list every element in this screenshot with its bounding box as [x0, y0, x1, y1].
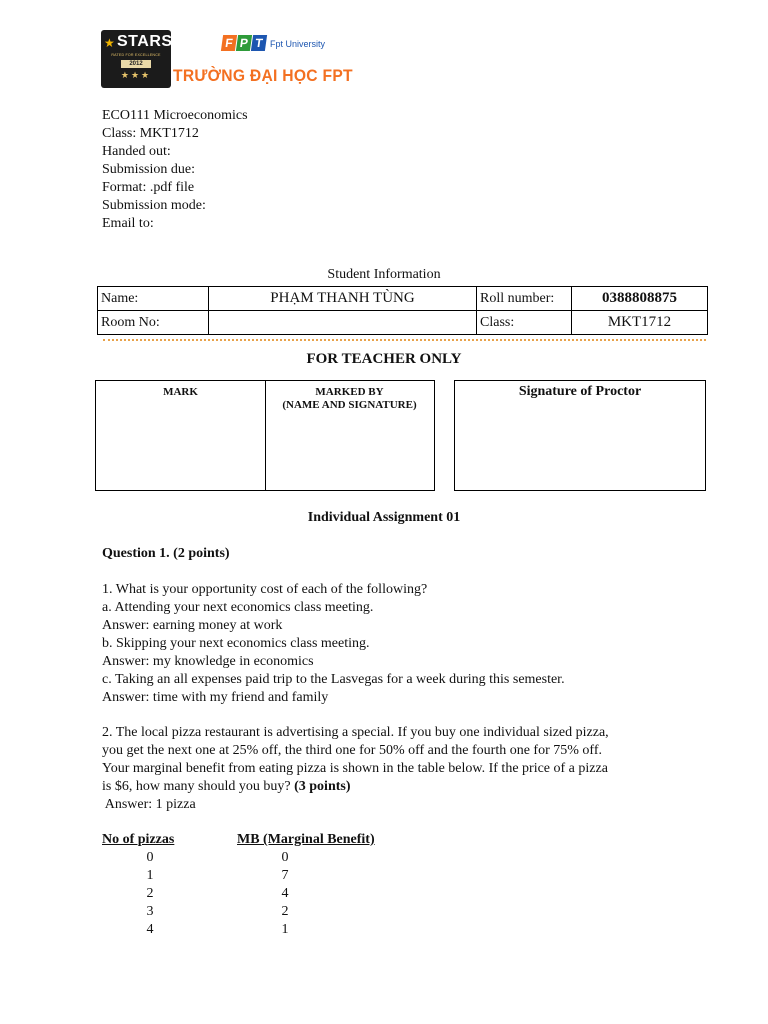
class-label: Class:	[477, 311, 572, 335]
stars-logo-year: 2012	[121, 60, 151, 68]
stars-logo-rating: ★★★	[120, 70, 152, 80]
q2-last-line	[102, 778, 351, 796]
course-name: ECO111 Microeconomics	[102, 108, 248, 123]
student-info-table	[97, 286, 708, 335]
q1-line: Answer: time with my friend and family	[102, 690, 329, 705]
table-cell-mb: 4	[281, 886, 289, 901]
submission-due-line: Submission due:	[102, 162, 195, 177]
star-icon: ★	[104, 36, 115, 50]
name-value: PHẠM THANH TÙNG	[209, 287, 477, 311]
signature-label: Signature of Proctor	[518, 384, 642, 399]
school-name: TRƯỜNG ĐẠI HỌC FPT	[173, 66, 353, 85]
q2-last-line-text: is $6, how many should you buy?	[102, 779, 295, 794]
submission-mode-line: Submission mode:	[102, 198, 206, 213]
fpt-letter-p: P	[236, 35, 252, 51]
roll-number-value: 0388808875	[572, 287, 708, 311]
mark-label: MARK	[163, 386, 198, 398]
marked-by-line2: (NAME AND SIGNATURE)	[282, 399, 417, 411]
dotted-divider	[103, 339, 706, 343]
table-cell-pizzas: 1	[146, 868, 154, 883]
signature-box	[454, 380, 706, 491]
table-cell-pizzas: 0	[146, 850, 154, 865]
q2-line: you get the next one at 25% off, the third one for 50% off and the fourth one for 75% off.	[102, 743, 602, 758]
q1-line: a. Attending your next economics class meeting.	[102, 600, 374, 615]
table-cell-pizzas: 2	[146, 886, 154, 901]
roll-number-label: Roll number:	[477, 287, 572, 311]
table-cell-mb: 1	[281, 922, 289, 937]
q1-line: Answer: earning money at work	[102, 618, 283, 633]
table-cell-mb: 0	[281, 850, 289, 865]
fpt-logo-mark	[222, 34, 267, 54]
fpt-letter-f: F	[221, 35, 237, 51]
room-value	[209, 311, 477, 335]
for-teacher-only-heading: FOR TEACHER ONLY	[306, 351, 462, 367]
assignment-title: Individual Assignment 01	[307, 510, 461, 525]
table-cell-mb: 2	[281, 904, 289, 919]
email-to-line: Email to:	[102, 216, 154, 231]
q1-line: 1. What is your opportunity cost of each of the following?	[102, 582, 428, 597]
col-header-pizzas: No of pizzas	[102, 832, 175, 847]
question-1-heading: Question 1. (2 points)	[102, 546, 230, 561]
table-cell-pizzas: 3	[146, 904, 154, 919]
student-information-title: Student Information	[327, 267, 441, 282]
q1-line: c. Taking an all expenses paid trip to the Lasvegas for a week during this semester.	[102, 672, 565, 687]
table-cell-pizzas: 4	[146, 922, 154, 937]
stars-logo-word: STARS	[117, 33, 173, 50]
col-header-mb: MB (Marginal Benefit)	[237, 832, 375, 847]
room-label: Room No:	[98, 311, 209, 335]
q2-line: 2. The local pizza restaurant is advertising a special. If you buy one individual sized pizza,	[102, 725, 609, 740]
fpt-university-label: Fpt University	[270, 39, 326, 49]
q1-line: Answer: my knowledge in economics	[102, 654, 314, 669]
format-line: Format: .pdf file	[102, 180, 195, 195]
marked-by-label	[265, 386, 434, 412]
mark-box	[95, 380, 435, 491]
handed-out-line: Handed out:	[102, 144, 171, 159]
fpt-letter-t: T	[251, 35, 267, 51]
q1-line: b. Skipping your next economics class meeting.	[102, 636, 370, 651]
class-line: Class: MKT1712	[102, 126, 199, 141]
name-label: Name:	[98, 287, 209, 311]
marked-by-line1: MARKED BY	[315, 386, 384, 398]
stars-logo-tagline: RATED FOR EXCELLENCE	[111, 53, 161, 57]
q2-answer: Answer: 1 pizza	[102, 797, 196, 812]
stars-logo	[101, 30, 171, 88]
table-cell-mb: 7	[281, 868, 289, 883]
q2-line: Your marginal benefit from eating pizza is shown in the table below. If the price of a pizza	[102, 761, 608, 776]
q2-points: (3 points)	[294, 779, 351, 794]
class-value: MKT1712	[572, 311, 708, 335]
